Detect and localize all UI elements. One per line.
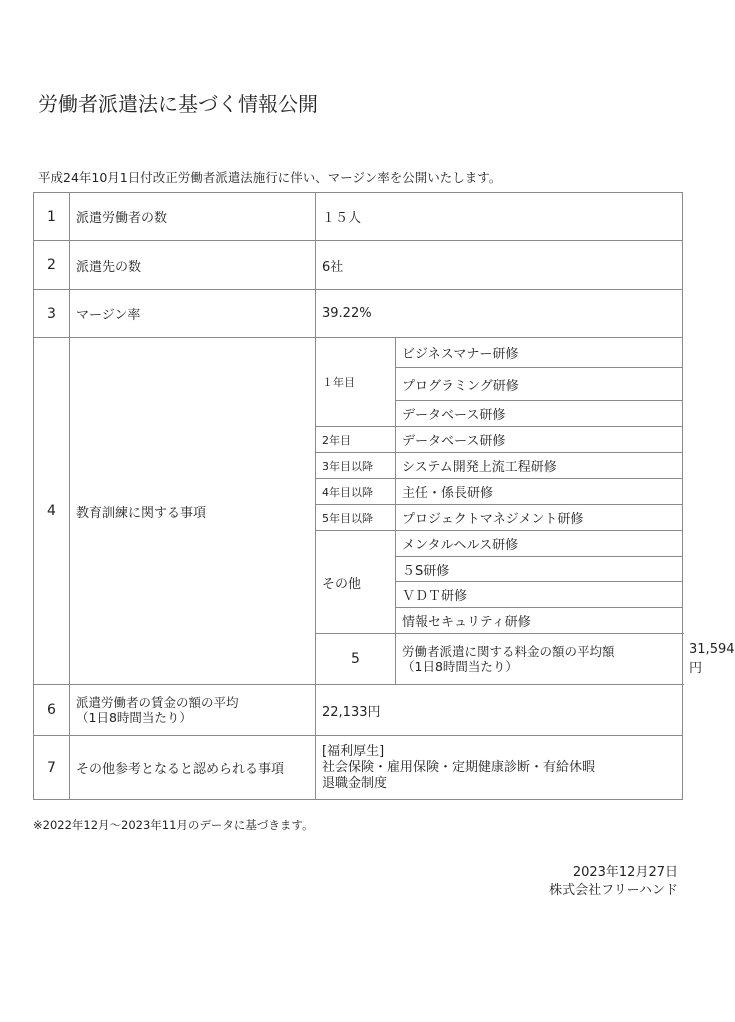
row-label: 派遣先の数 [70,241,316,290]
training-course: 主任・係長研修 [396,479,683,505]
row-number: 6 [34,685,70,736]
training-year: １年目 [316,338,396,427]
page-title: 労働者派遣法に基づく情報公開 [38,92,318,116]
row-value: １５人 [316,193,683,241]
row-label: その他参考となると認められる事項 [70,736,316,800]
training-year: 2年目 [316,427,396,453]
disclosure-table [33,192,735,800]
training-course: ５S研修 [396,557,683,582]
training-year: 3年目以降 [316,453,396,479]
table-row [34,685,683,736]
publish-date: 2023年12月27日 [572,865,678,880]
row-label: マージン率 [70,290,316,338]
training-course: メンタルヘルス研修 [396,531,683,557]
table-row [34,736,683,800]
table-row [34,338,683,368]
row-number: 3 [34,290,70,338]
wage-label-line1: 派遣労働者の賃金の額の平均 [76,695,239,710]
training-course: プログラミング研修 [396,368,683,401]
training-course: ＶＤＴ研修 [396,582,683,608]
row-label: 派遣労働者の数 [70,193,316,241]
training-course: データベース研修 [396,427,683,453]
training-course: 情報セキュリティ研修 [396,608,683,634]
welfare-items: 社会保険・雇用保険・定期健康診断・有給休暇 [322,759,596,775]
footnote: ※2022年12月～2023年11月のデータに基づきます。 [33,818,314,832]
wage-label-line2: （1日8時間当たり） [76,710,192,725]
row-number: 5 [316,634,396,685]
training-year: 5年目以降 [316,505,396,531]
training-course: プロジェクトマネジメント研修 [396,505,683,531]
company-name: 株式会社フリーハンド [549,883,678,898]
row-value: 22,133円 [316,685,683,736]
table-row [34,290,683,338]
row-number: 1 [34,193,70,241]
row-number: 7 [34,736,70,800]
row-value: 39.22% [316,290,683,338]
row-label [396,634,683,685]
row-number: 2 [34,241,70,290]
fee-label-line2: （1日8時間当たり） [402,659,518,674]
row-label: 教育訓練に関する事項 [70,338,316,685]
training-course: データベース研修 [396,401,683,427]
training-year: 4年目以降 [316,479,396,505]
row-label [70,685,316,736]
training-course: ビジネスマナー研修 [396,338,683,368]
welfare-items-2: 退職金制度 [322,775,388,791]
table-row [34,241,683,290]
row-value [316,736,683,800]
welfare-heading: [福利厚生] [322,743,385,759]
row-number: 4 [34,338,70,685]
training-course: システム開発上流工程研修 [396,453,683,479]
row-value: 6社 [316,241,683,290]
table-row: 5 労働者派遣に関する料金の額の平均額 （1日8時間当たり） 31,594円 [34,634,683,685]
training-year: その他 [316,531,396,634]
intro-text: 平成24年10月1日付改正労働者派遣法施行に伴い、マージン率を公開いたします。 [38,170,502,185]
table-row [34,193,683,241]
fee-label-line1: 労働者派遣に関する料金の額の平均額 [402,644,615,659]
